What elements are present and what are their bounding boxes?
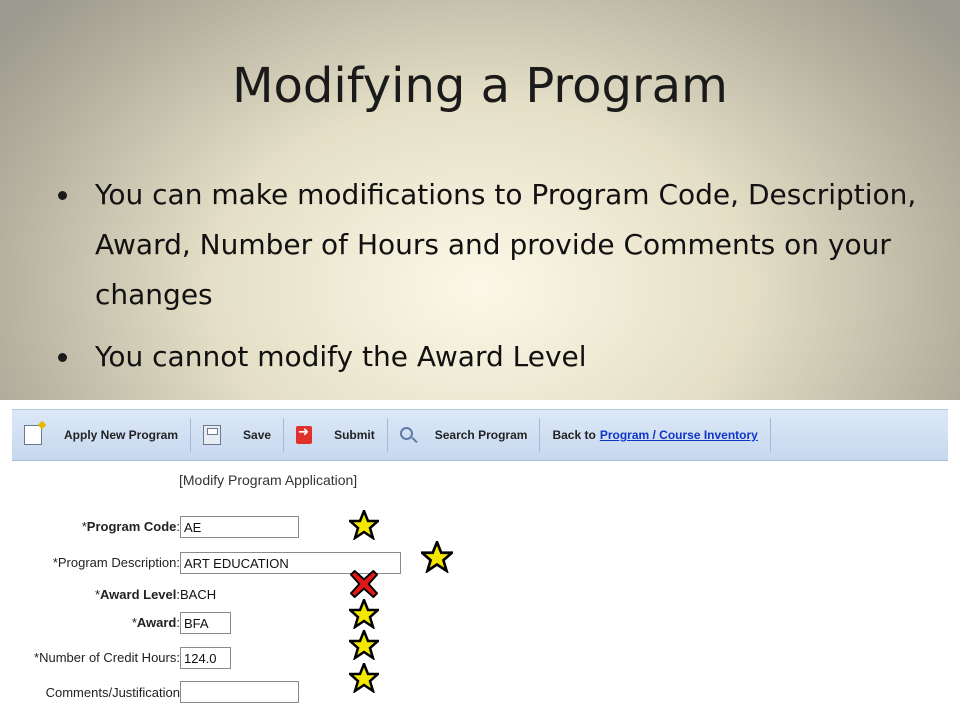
comments-row <box>0 680 180 708</box>
program-code-input[interactable] <box>180 516 299 538</box>
save-label: Save <box>243 428 272 442</box>
star-icon <box>349 630 379 660</box>
credit-hours-label-text: Number of Credit Hours <box>39 650 177 665</box>
x-mark-icon <box>350 570 378 598</box>
search-icon <box>400 427 413 440</box>
program-code-label-text: Program Code <box>86 519 177 534</box>
program-description-row <box>0 550 180 578</box>
star-icon <box>349 599 379 629</box>
back-to-label: Back to <box>552 428 596 442</box>
award-input[interactable] <box>180 612 231 634</box>
apply-new-program-label: Apply New Program <box>64 428 179 442</box>
toolbar <box>12 409 948 461</box>
award-level-label-text: Award Level <box>100 587 177 602</box>
save-disk-icon <box>203 425 221 445</box>
required-asterisk: * <box>94 587 101 602</box>
program-description-label: *Program Description: <box>52 555 180 570</box>
award-level-value: BACH <box>180 587 217 602</box>
required-asterisk: * <box>52 555 58 570</box>
back-to-nav <box>540 410 769 460</box>
credit-hours-input[interactable] <box>180 647 231 669</box>
award-row <box>0 610 180 638</box>
bullet-item <box>58 170 918 320</box>
program-code-row <box>0 514 180 542</box>
program-code-label: *Program Code: <box>81 519 180 534</box>
comments-input[interactable] <box>180 681 299 703</box>
bullet-list <box>58 170 918 382</box>
save-button[interactable] <box>191 410 283 460</box>
bullet-dot-icon <box>58 353 67 362</box>
application-screenshot <box>0 400 960 720</box>
submit-button[interactable] <box>284 410 387 460</box>
program-description-label-text: Program Description <box>57 555 177 570</box>
award-label: *Award: <box>131 615 180 630</box>
bullet-text: You can make modifications to Program Code, Description, Award, Number of Hours and provide Comments on your changes <box>95 178 917 311</box>
toolbar-separator <box>770 418 771 452</box>
submit-arrow-icon <box>296 426 312 444</box>
credit-hours-row <box>0 645 180 673</box>
credit-hours-label: *Number of Credit Hours: <box>34 650 180 665</box>
new-document-icon <box>24 425 42 445</box>
award-level-label: *Award Level: <box>94 587 180 602</box>
program-course-inventory-link[interactable]: Program / Course Inventory <box>599 428 758 442</box>
search-program-button[interactable] <box>388 410 540 460</box>
star-icon <box>421 541 453 573</box>
star-icon <box>349 663 379 693</box>
bullet-text: You cannot modify the Award Level <box>95 340 587 373</box>
required-asterisk: * <box>34 650 40 665</box>
bullet-item <box>58 332 918 382</box>
award-level-row <box>0 582 180 610</box>
award-label-text: Award <box>136 615 177 630</box>
comments-label: Comments/Justification <box>45 685 180 700</box>
required-asterisk: * <box>131 615 137 630</box>
submit-label: Submit <box>334 428 375 442</box>
required-asterisk: * <box>81 519 87 534</box>
apply-new-program-button[interactable] <box>12 410 190 460</box>
form-heading: [Modify Program Application] <box>179 472 358 488</box>
search-program-label: Search Program <box>434 428 528 442</box>
bullet-dot-icon <box>58 191 67 200</box>
slide-title: Modifying a Program <box>232 58 728 114</box>
star-icon <box>349 510 379 540</box>
